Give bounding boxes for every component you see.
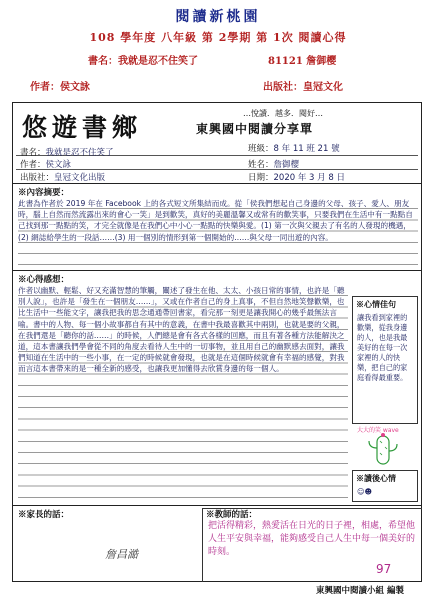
name-label: 姓名： bbox=[248, 160, 274, 170]
book-field-row bbox=[20, 146, 114, 158]
worksheet-slogan: …悅讀．越多．閱好… bbox=[243, 109, 323, 118]
quote-box bbox=[352, 296, 418, 424]
publisher-field-label: 出版社： bbox=[20, 173, 55, 183]
publisher-meta bbox=[263, 78, 343, 93]
name-value: 詹御樱 bbox=[273, 160, 300, 170]
rating-value: ☺☻ bbox=[357, 487, 372, 496]
footer-credit: 東興國中閱讀小組 編製 bbox=[316, 586, 404, 596]
author-field-value: 侯文詠 bbox=[45, 160, 72, 170]
book-field-value: 我就是忍不住笑了 bbox=[45, 148, 114, 158]
worksheet-logo: 悠遊書鄉 bbox=[22, 113, 143, 142]
book-title: 我就是忍不住笑了 bbox=[118, 56, 198, 67]
class-label: 班級： bbox=[248, 144, 274, 154]
parent-signature: 詹昌澔 bbox=[105, 548, 138, 561]
rating-caption: ※讀後心情 bbox=[356, 473, 396, 483]
worksheet-org: 東興國中閱讀分享單 bbox=[196, 122, 314, 136]
score: 97 bbox=[376, 562, 392, 576]
publisher-field-value: 皇冠文化出版 bbox=[54, 173, 106, 183]
author-label: 作者： bbox=[30, 82, 60, 93]
author-meta bbox=[30, 78, 90, 93]
summary-label: ※內容摘要： bbox=[18, 188, 70, 198]
rating-box bbox=[352, 470, 418, 502]
summary-text: 此書為作者於 2019 年在 Facebook 上的各式短文所集結而成。從「侯我們想起自己身邊的父母、孩子、愛人、朋友時，腦上自然而然流露出來的會心一笑」是到歡笑，真好的美麗溫馨又或常有的歡笑事，只要我們在生活中有一點點自己找到那一點點的笑，才完全就像是在我們心中小心一點點的快樂與愛。(1) 第一次與父親去了有名的人發現的機遇，(2) 網誌給學生的一段話……(3) 用一個別的情形到第一個開始的……與父母一同出遊的內容。 bbox=[18, 198, 418, 266]
semester-line: 108 學年度 八年級 第 2學期 第 1次 閱讀心得 bbox=[89, 31, 347, 44]
doodle-caption: 大大的笑 wave bbox=[357, 427, 399, 434]
page-title: 閱讀新桃園 bbox=[175, 9, 261, 25]
date-value: 2020 年 3 月 8 日 bbox=[273, 173, 345, 183]
teacher-comment: 把活得精彩，熱愛活在日光的日子裡，相處，希望他人生平安與幸福，能夠感受自己人生中每一個美好的時刻。 bbox=[208, 521, 416, 557]
quote-text: 讓我看到家裡的歡樂，從我身邊的人，也是我最美好的在每一次家裡的人的快樂，把自己的家庭看得最重要。 bbox=[357, 313, 408, 382]
publisher-field-row bbox=[20, 171, 105, 183]
teacher-label: ※教師的話： bbox=[206, 510, 258, 520]
author-field-label: 作者： bbox=[20, 160, 46, 170]
divider bbox=[13, 505, 422, 506]
book-field-label: 書名： bbox=[20, 148, 46, 158]
author-name: 侯文詠 bbox=[60, 82, 90, 93]
divider bbox=[13, 270, 422, 271]
date-row bbox=[248, 171, 345, 183]
book-meta bbox=[88, 52, 198, 67]
class-value: 8 年 11 班 21 號 bbox=[273, 144, 340, 154]
publisher-label: 出版社： bbox=[263, 82, 303, 93]
class-row bbox=[248, 142, 340, 154]
divider bbox=[16, 169, 418, 170]
book-label: 書名： bbox=[88, 56, 118, 67]
cactus-doodle-icon bbox=[357, 432, 411, 466]
parent-label: ※家長的話： bbox=[18, 510, 70, 520]
publisher-name: 皇冠文化 bbox=[303, 82, 343, 93]
divider bbox=[13, 183, 422, 184]
feeling-text: 作者以幽默、輕鬆、好又充滿智慧的筆觸，闡述了發生在他、太太、小孩日常的事情，也許是「聽別人說」，也許是「發生在一個朋友……」，又或在作者自己的身上真事，不但自然地笑聲歡樂，也比生活中一些能文字，讓我把我的思念通通帶回書家，看完那一刻更是讓我開心的幾乎最無法言喻。書中的人物、每一個小故事都自有其中的意義，在書中我最喜歡其中兩則，也就是要的父親，在我們還是「聽你的話……」的時候，人們總是會有各式各樣的回應，而且有著各種方法能解決之道，這本書讓我們學會從不同的角度去看待人生中的一切事物，並且用自己的幽默感去面對，讓我們知道在生活中的一些小事，在一定的時候就會發現，也就是在這個時候就會有幸福的感覺，對我而言這本書帶來的是一種全新的感受，也讓我更加懂得去欣賞身邊的每一個人。 bbox=[18, 285, 348, 499]
feeling-label: ※心得感想： bbox=[18, 275, 70, 285]
date-label: 日期： bbox=[248, 173, 274, 183]
student-code: 81121 詹御樱 bbox=[268, 56, 337, 67]
quote-caption: ※心情佳句 bbox=[356, 299, 396, 309]
